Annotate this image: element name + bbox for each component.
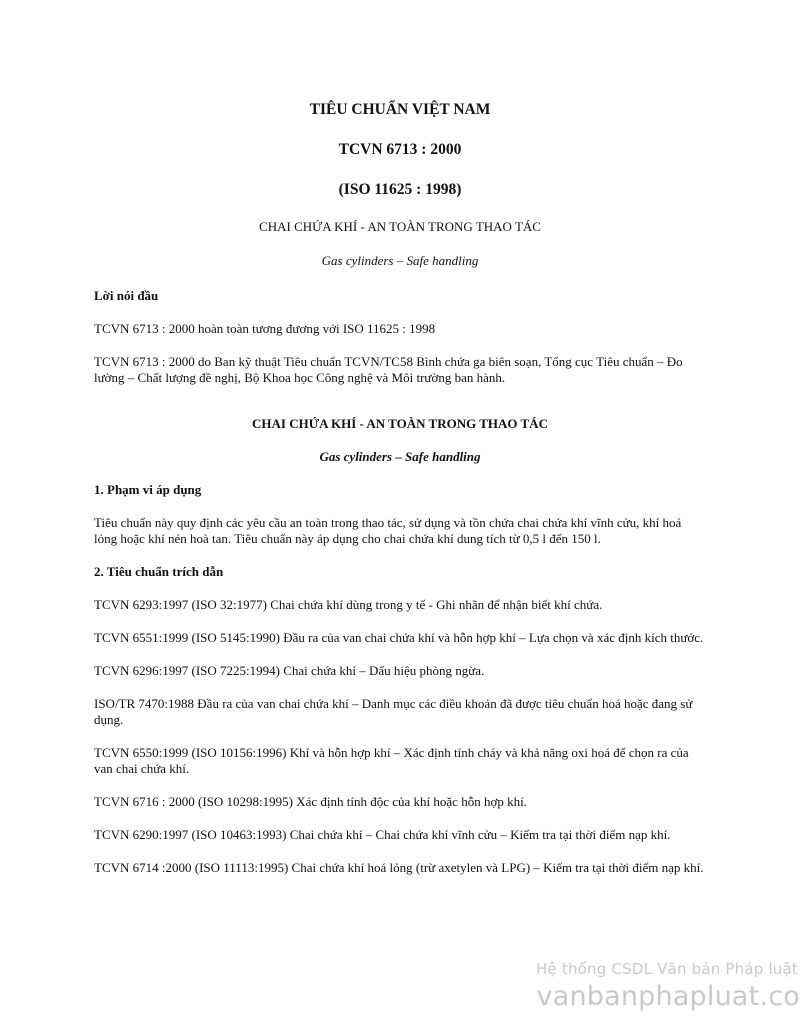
watermark-site: vanbanphapluat.co xyxy=(536,981,800,1012)
document-content xyxy=(94,100,706,893)
body-title-vi: CHAI CHỨA KHÍ - AN TOÀN TRONG THAO TÁC xyxy=(252,416,548,431)
reference-item: TCVN 6714 :2000 (ISO 11113:1995) Chai chứa khí hoá lỏng (trừ axetylen và LPG) – Kiểm tra tại thời điểm nạp khí. xyxy=(94,860,704,875)
foreword-heading: Lời nói đầu xyxy=(94,288,159,303)
foreword-paragraph: TCVN 6713 : 2000 do Ban kỹ thuật Tiêu chuẩn TCVN/TC58 Bình chứa ga biên soạn, Tổng cục Tiêu chuẩn – Đo lường – Chất lượng đề nghị, Bộ Khoa học Công nghệ và Môi trường ban hành. xyxy=(94,354,683,385)
reference-item: TCVN 6550:1999 (ISO 10156:1996) Khí và hỗn hợp khí – Xác định tính cháy và khả năng oxi hoá để chọn ra của van chai chứa khí. xyxy=(94,745,689,776)
reference-item: TCVN 6293:1997 (ISO 32:1977) Chai chứa khí dùng trong y tế - Ghi nhãn để nhận biết khí chứa. xyxy=(94,597,603,612)
reference-item: TCVN 6551:1999 (ISO 5145:1990) Đầu ra của van chai chứa khí và hỗn hợp khí – Lựa chọn và xác định kích thước. xyxy=(94,630,704,645)
body-title-en: Gas cylinders – Safe handling xyxy=(319,449,481,464)
standard-code: TCVN 6713 : 2000 xyxy=(338,141,462,158)
standard-name-en: Gas cylinders – Safe handling xyxy=(321,253,479,268)
section-paragraph: Tiêu chuẩn này quy định các yêu cầu an toàn trong thao tác, sử dụng và tồn chứa chai chứa khí vĩnh cửu, khí hoá lỏng hoặc khí nén hoà tan. Tiêu chuẩn này áp dụng cho chai chứa khí dung tích từ 0,5 l đến 150 l. xyxy=(94,515,682,546)
reference-item: TCVN 6290:1997 (ISO 10463:1993) Chai chứa khí – Chai chứa khí vĩnh cửu – Kiểm tra tại thời điểm nạp khí. xyxy=(94,827,671,842)
document-title: TIÊU CHUẨN VIỆT NAM xyxy=(309,101,491,118)
section-heading: 1. Phạm vi áp dụng xyxy=(94,482,202,497)
foreword-paragraph: TCVN 6713 : 2000 hoàn toàn tương đương với ISO 11625 : 1998 xyxy=(94,321,436,336)
section-heading: 2. Tiêu chuẩn trích dẫn xyxy=(94,564,224,579)
watermark xyxy=(500,962,800,1010)
watermark-caption: Hệ thống CSDL Văn bản Pháp luật xyxy=(535,960,798,978)
reference-item: TCVN 6296:1997 (ISO 7225:1994) Chai chứa khí – Dấu hiệu phòng ngừa. xyxy=(94,663,485,678)
iso-code: (ISO 11625 : 1998) xyxy=(338,181,462,198)
reference-item: ISO/TR 7470:1988 Đầu ra của van chai chứa khí – Danh mục các điều khoản đã được tiêu chuẩn hoá hoặc đang sử dụng. xyxy=(94,696,693,727)
reference-item: TCVN 6716 : 2000 (ISO 10298:1995) Xác định tính độc của khí hoặc hỗn hợp khí. xyxy=(94,794,527,809)
standard-name-vi: CHAI CHỨA KHÍ - AN TOÀN TRONG THAO TÁC xyxy=(259,219,541,234)
